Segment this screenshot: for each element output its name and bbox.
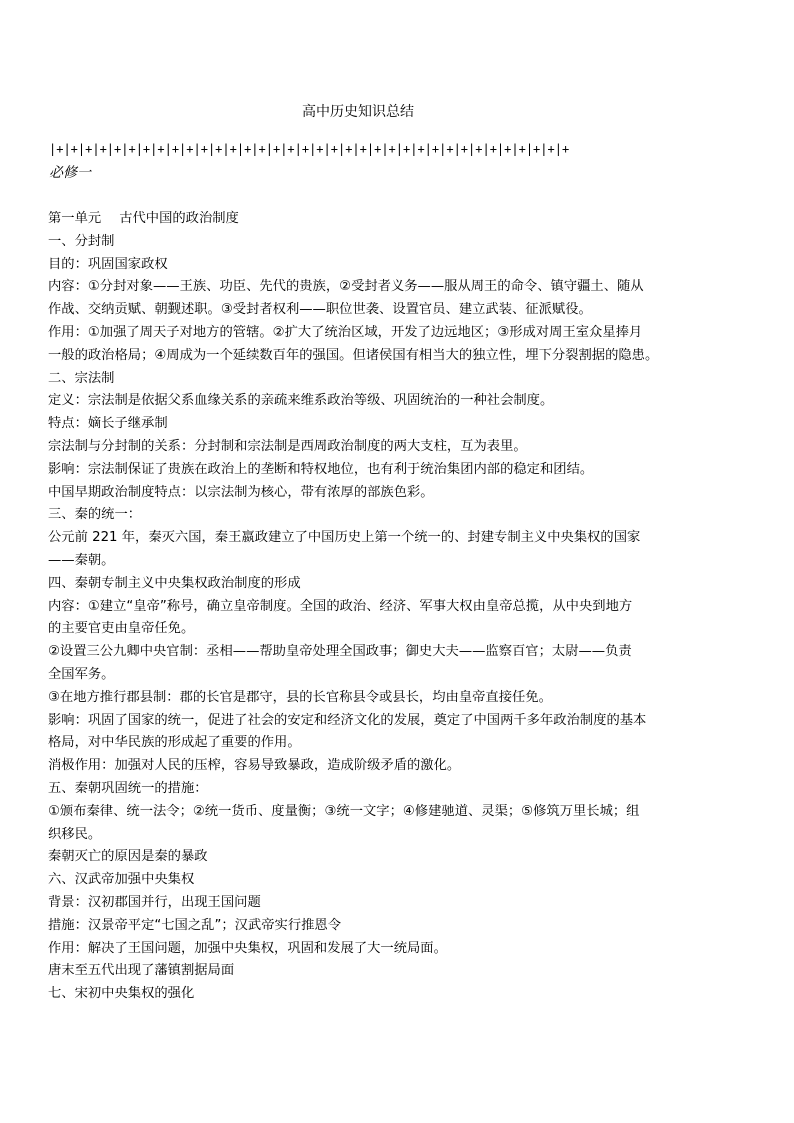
text-line: 宗法制与分封制的关系：分封制和宗法制是西周政治制度的两大支柱，互为表里。 (48, 438, 527, 454)
subject-heading: 必修一 (49, 165, 91, 181)
ruler-line: |+|+|+|+|+|+|+|+|+|+|+|+|+|+|+|+|+|+|+|+|+|+|+|+|+|+|+|+|+|+|+|+|+|+|+|+ (49, 142, 570, 156)
text-line: 二、宗法制 (48, 370, 115, 386)
unit-label: 第一单元 (48, 211, 102, 226)
text-line: 公元前 221 年，秦灭六国，秦王嬴政建立了中国历史上第一个统一的、封建专制主义中央集权的国家 (48, 530, 641, 546)
text-line: 一、分封制 (48, 233, 115, 249)
document-body (48, 208, 688, 1006)
text-line: 秦朝灭亡的原因是秦的暴政 (48, 849, 208, 865)
text-line: 特点：嫡长子继承制 (48, 416, 168, 432)
text-line: 四、秦朝专制主义中央集权政治制度的形成 (48, 575, 301, 591)
text-line: 消极作用：加强对人民的压榨，容易导致暴政，造成阶级矛盾的激化。 (48, 758, 461, 774)
text-line: ①颁布秦律、统一法令；②统一货币、度量衡；③统一文字；④修建驰道、灵渠；⑤修筑万里长城；组 (48, 803, 640, 819)
text-line: 织移民。 (48, 826, 102, 842)
text-line: 唐末至五代出现了藩镇割据局面 (48, 963, 235, 979)
text-line: 三、秦的统一： (48, 507, 142, 523)
text-line: 中国早期政治制度特点：以宗法制为核心，带有浓厚的部族色彩。 (48, 484, 434, 500)
text-line: 内容：①分封对象——王族、功臣、先代的贵族，②受封者义务——服从周王的命令、镇守疆土、随从 (48, 279, 644, 295)
text-line: 六、汉武帝加强中央集权 (48, 872, 195, 888)
text-line: 影响：巩固了国家的统一，促进了社会的安定和经济文化的发展，奠定了中国两千多年政治制度的基本 (48, 712, 647, 728)
page-title: 高中历史知识总结 (302, 104, 414, 120)
unit-heading (48, 208, 688, 231)
text-line: 的主要官吏由皇帝任免。 (48, 621, 195, 637)
text-line: 七、宋初中央集权的强化 (48, 986, 195, 1002)
text-line: 目的：巩固国家政权 (48, 256, 168, 272)
text-line: ——秦朝。 (48, 552, 115, 568)
text-line: 定义：宗法制是依据父系血缘关系的亲疏来维系政治等级、巩固统治的一种社会制度。 (48, 393, 554, 409)
text-line: 五、秦朝巩固统一的措施： (48, 780, 208, 796)
text-line: 作用：解决了王国问题，加强中央集权，巩固和发展了大一统局面。 (48, 940, 447, 956)
text-line: 一般的政治格局；④周成为一个延续数百年的强国。但诸侯国有相当大的独立性，埋下分裂割据的隐患。 (48, 347, 659, 363)
text-line: 作战、交纳贡赋、朝觐述职。③受封者权利——职位世袭、设置官员、建立武装、征派赋役。 (48, 302, 592, 318)
text-line: ②设置三公九卿中央官制：丞相——帮助皇帝处理全国政事；御史大夫——监察百官；太尉——负责 (48, 644, 632, 660)
text-line: 全国军务。 (48, 666, 115, 682)
text-line: 内容：①建立“皇帝”称号，确立皇帝制度。全国的政治、经济、军事大权由皇帝总揽，从中央到地方 (48, 598, 633, 614)
text-line: 措施：汉景帝平定“七国之乱”；汉武帝实行推恩令 (48, 917, 342, 933)
text-line: 背景：汉初郡国并行，出现王国问题 (48, 894, 261, 910)
text-line: ③在地方推行郡县制：郡的长官是郡守，县的长官称县令或县长，均由皇帝直接任免。 (48, 689, 552, 705)
text-line: 格局，对中华民族的形成起了重要的作用。 (48, 735, 301, 751)
text-line: 影响：宗法制保证了贵族在政治上的垄断和特权地位，也有利于统治集团内部的稳定和团结。 (48, 461, 594, 477)
text-line: 作用：①加强了周天子对地方的管辖。②扩大了统治区域，开发了边远地区；③形成对周王室众星捧月 (48, 324, 643, 340)
unit-name: 古代中国的政治制度 (119, 211, 239, 226)
